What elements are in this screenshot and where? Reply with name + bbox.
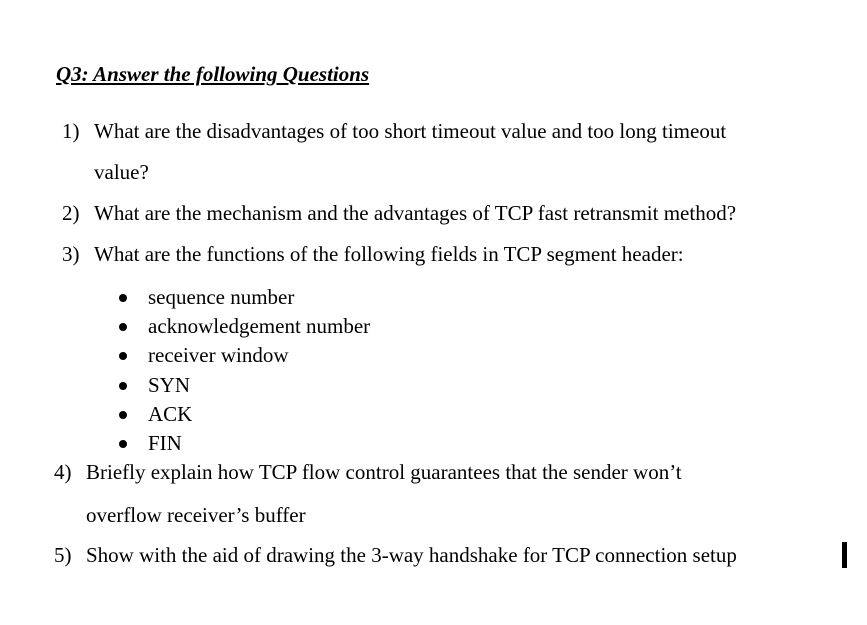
question-number: 5) [54,543,72,567]
question-text-line2: value? [94,160,149,184]
bullet-icon [119,382,127,390]
section-heading: Q3: Answer the following Questions [56,62,370,86]
field-name: sequence number [148,285,295,309]
bullet-icon [119,352,127,360]
question-text-line1: Briefly explain how TCP flow control guarantees that the sender won’t [86,460,682,484]
question-text-line2: overflow receiver’s buffer [86,503,306,527]
question-text-line1: What are the disadvantages of too short timeout value and too long timeout [94,119,727,143]
question-3 [62,242,852,270]
question-number: 2) [62,201,80,225]
question-5 [54,543,839,571]
text-cursor-bar [842,542,847,568]
question-text-line1: What are the mechanism and the advantages of TCP fast retransmit method? [94,201,737,225]
field-name: receiver window [148,343,289,368]
bullet-icon [119,411,127,419]
field-name: acknowledgement number [148,314,371,339]
field-name: ACK [148,401,193,426]
bullet-icon [119,323,127,331]
question-number: 1) [62,119,80,143]
question-4 [54,460,844,530]
question-number: 4) [54,460,72,484]
bullet-icon [119,440,127,448]
bullet-icon [119,294,127,302]
question-number: 3) [62,242,80,266]
question-2 [62,201,852,229]
question-text-line1: What are the functions of the following fields in TCP segment header: [94,242,684,266]
question-1 [62,119,852,189]
field-name: SYN [148,372,191,397]
field-name: FIN [148,430,182,455]
question-text-line1: Show with the aid of drawing the 3-way handshake for TCP connection setup [86,543,737,567]
